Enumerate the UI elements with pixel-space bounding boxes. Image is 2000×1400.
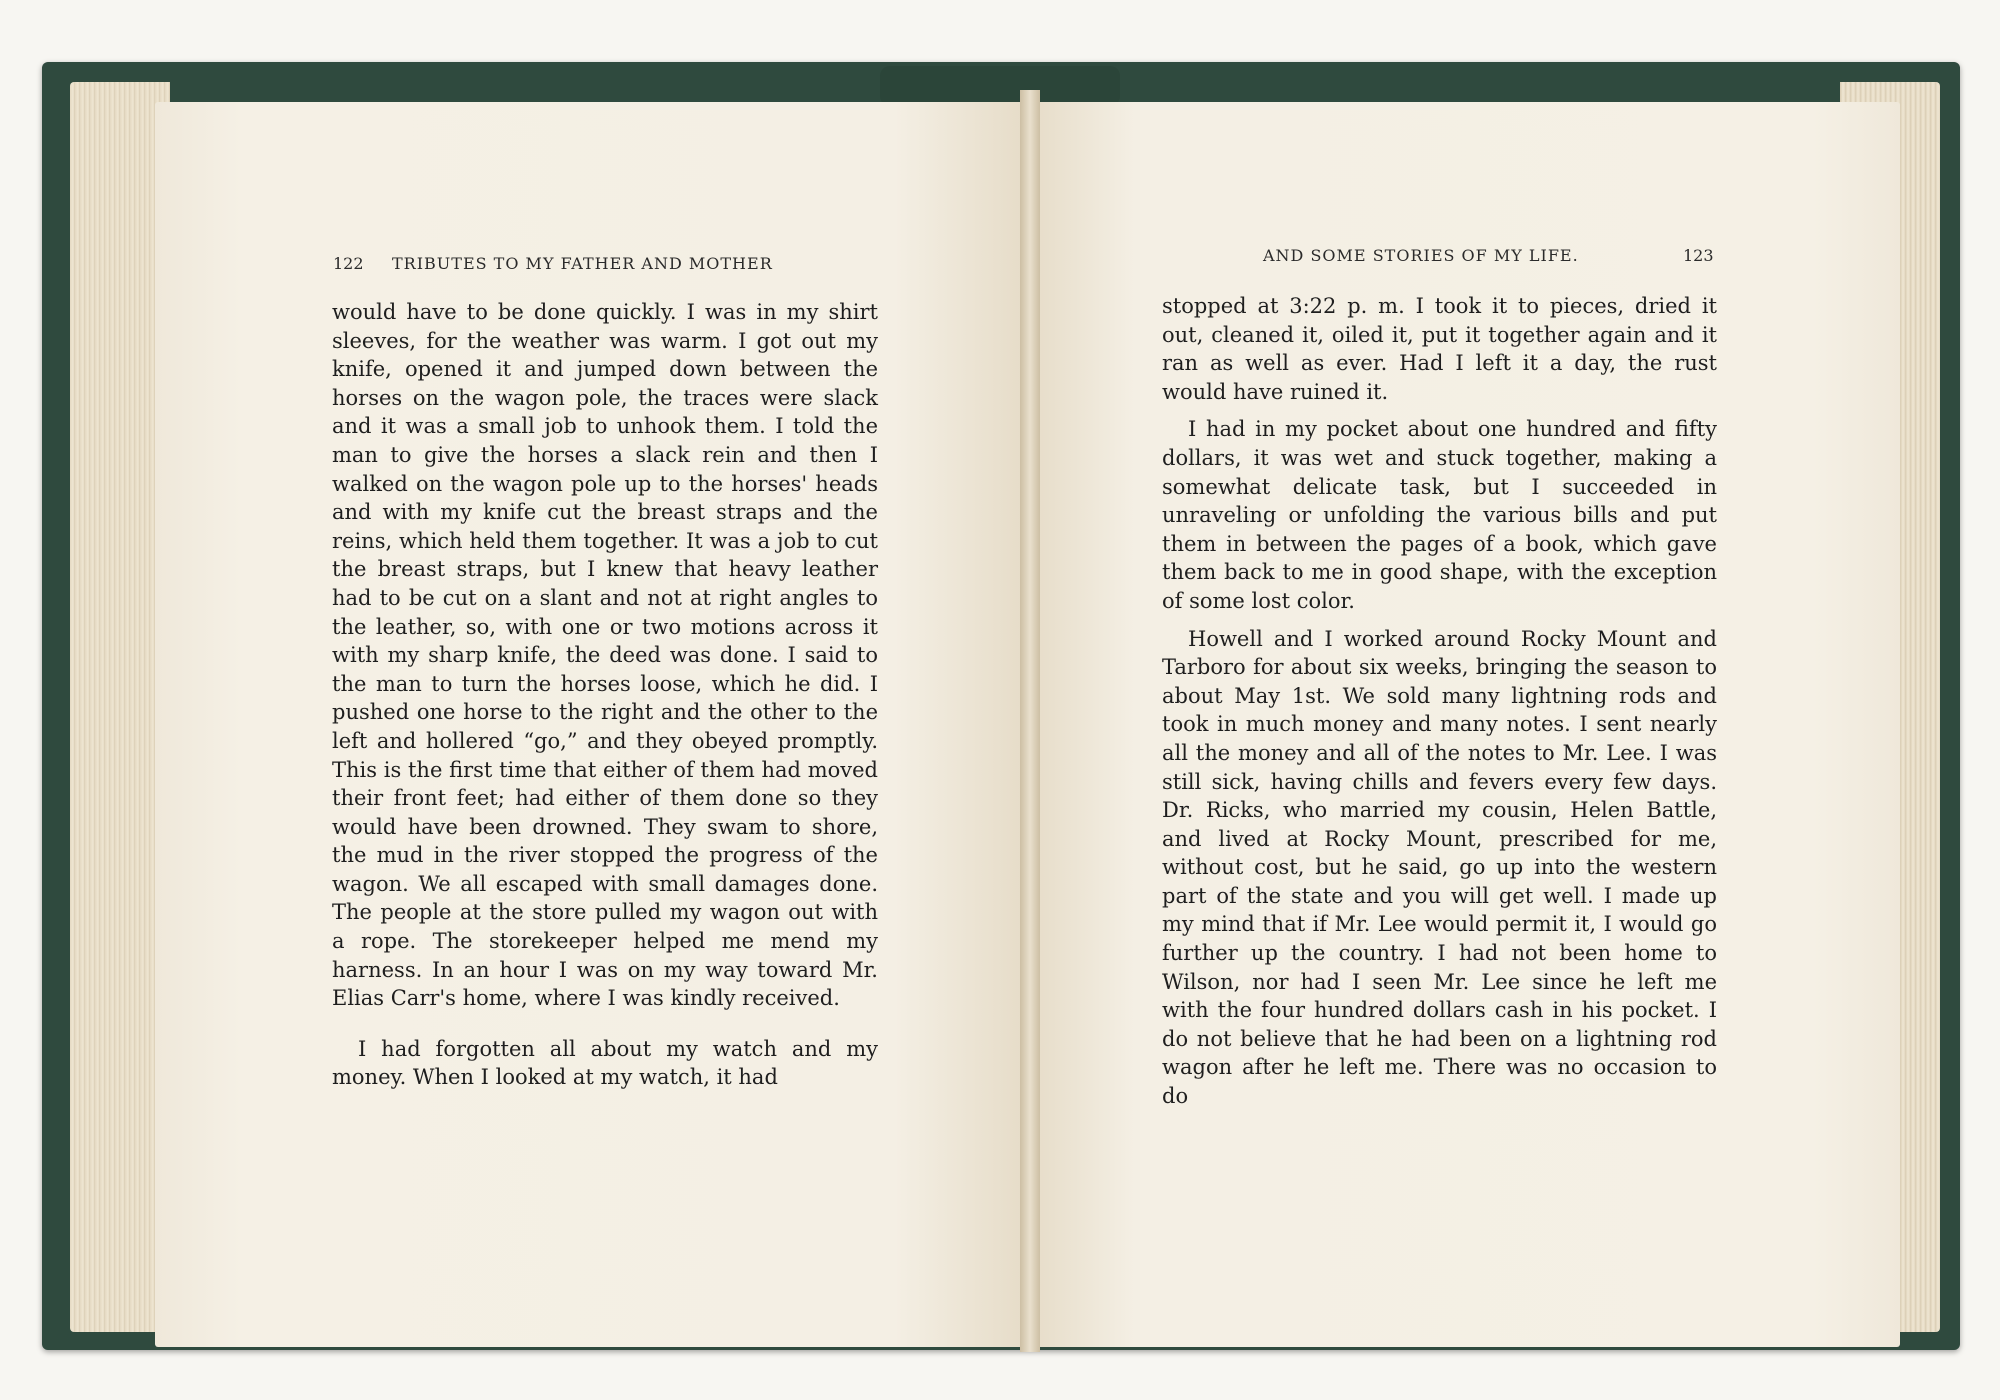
right-page-number: 123 bbox=[1683, 246, 1714, 265]
right-paragraph-2: I had in my pocket about one hundred and fifty dollars, it was wet and stuck together, making a somewhat delicate task, but I succeeded in unraveling or unfolding the various bills and put them in between the pages of a book, which gave them back to me in good shape, with the exception of some lost color. bbox=[1162, 417, 1717, 613]
left-running-head: TRIBUTES TO MY FATHER AND MOTHER bbox=[392, 254, 773, 273]
right-paragraph-1: stopped at 3:22 p. m. I took it to pieces, dried it out, cleaned it, oiled it, put it together again and it ran as well as ever. Had I left it a day, the rust would have ruined it. bbox=[1162, 294, 1717, 404]
right-running-head: AND SOME STORIES OF MY LIFE. bbox=[1263, 246, 1579, 265]
right-paragraph-3: Howell and I worked around Rocky Mount and Tarboro for about six weeks, bringing the season to about May 1st. We sold many lightning rods and took in much money and many notes. I sent nearly all the money and all of the notes to Mr. Lee. I was still sick, having chills and fevers every few days. Dr. Ricks, who married my cousin, Helen Battle, and lived at Rocky Mount, prescribed for me, without cost, but he said, go up into the western part of the state and you will get well. I made up my mind that if Mr. Lee would permit it, I would go further up the country. I had not been home to Wilson, nor had I seen Mr. Lee since he left me with the four hundred dollars cash in his pocket. I do not believe that he had been on a lightning rod wagon after he left me. There was no occasion to do bbox=[1162, 626, 1717, 1109]
book-gutter bbox=[1020, 90, 1040, 1352]
left-page-number: 122 bbox=[333, 254, 364, 273]
right-page-text bbox=[1162, 292, 1717, 1111]
left-paragraph-2: I had forgotten all about my watch and my money. When I looked at my watch, it had bbox=[332, 1036, 878, 1090]
left-paragraph-1: would have to be done quickly. I was in my shirt sleeves, for the weather was warm. I got out my knife, opened it and jumped down between the horses on the wagon pole, the traces were slack and it was a small job to unhook them. I told the man to give the horses a slack rein and then I walked on the wagon pole up to the horses' heads and with my knife cut the breast straps and the reins, which held them together. It was a job to cut the breast straps, but I knew that heavy leather had to be cut on a slant and not at right angles to the leather, so, with one or two motions across it with my sharp knife, the deed was done. I said to the man to turn the horses loose, which he did. I pushed one horse to the right and the other to the left and hollered “go,” and they obeyed promptly. This is the first time that either of them had moved their front feet; had either of them done so they would have been drowned. They swam to shore, the mud in the river stopped the progress of the wagon. We all escaped with small damages done. The people at the store pulled my wagon out with a rope. The storekeeper helped me mend my harness. In an hour I was on my way toward Mr. Elias Carr's home, where I was kindly received. bbox=[332, 300, 878, 1011]
left-page-text bbox=[332, 298, 878, 1092]
book-headband bbox=[880, 66, 1120, 106]
